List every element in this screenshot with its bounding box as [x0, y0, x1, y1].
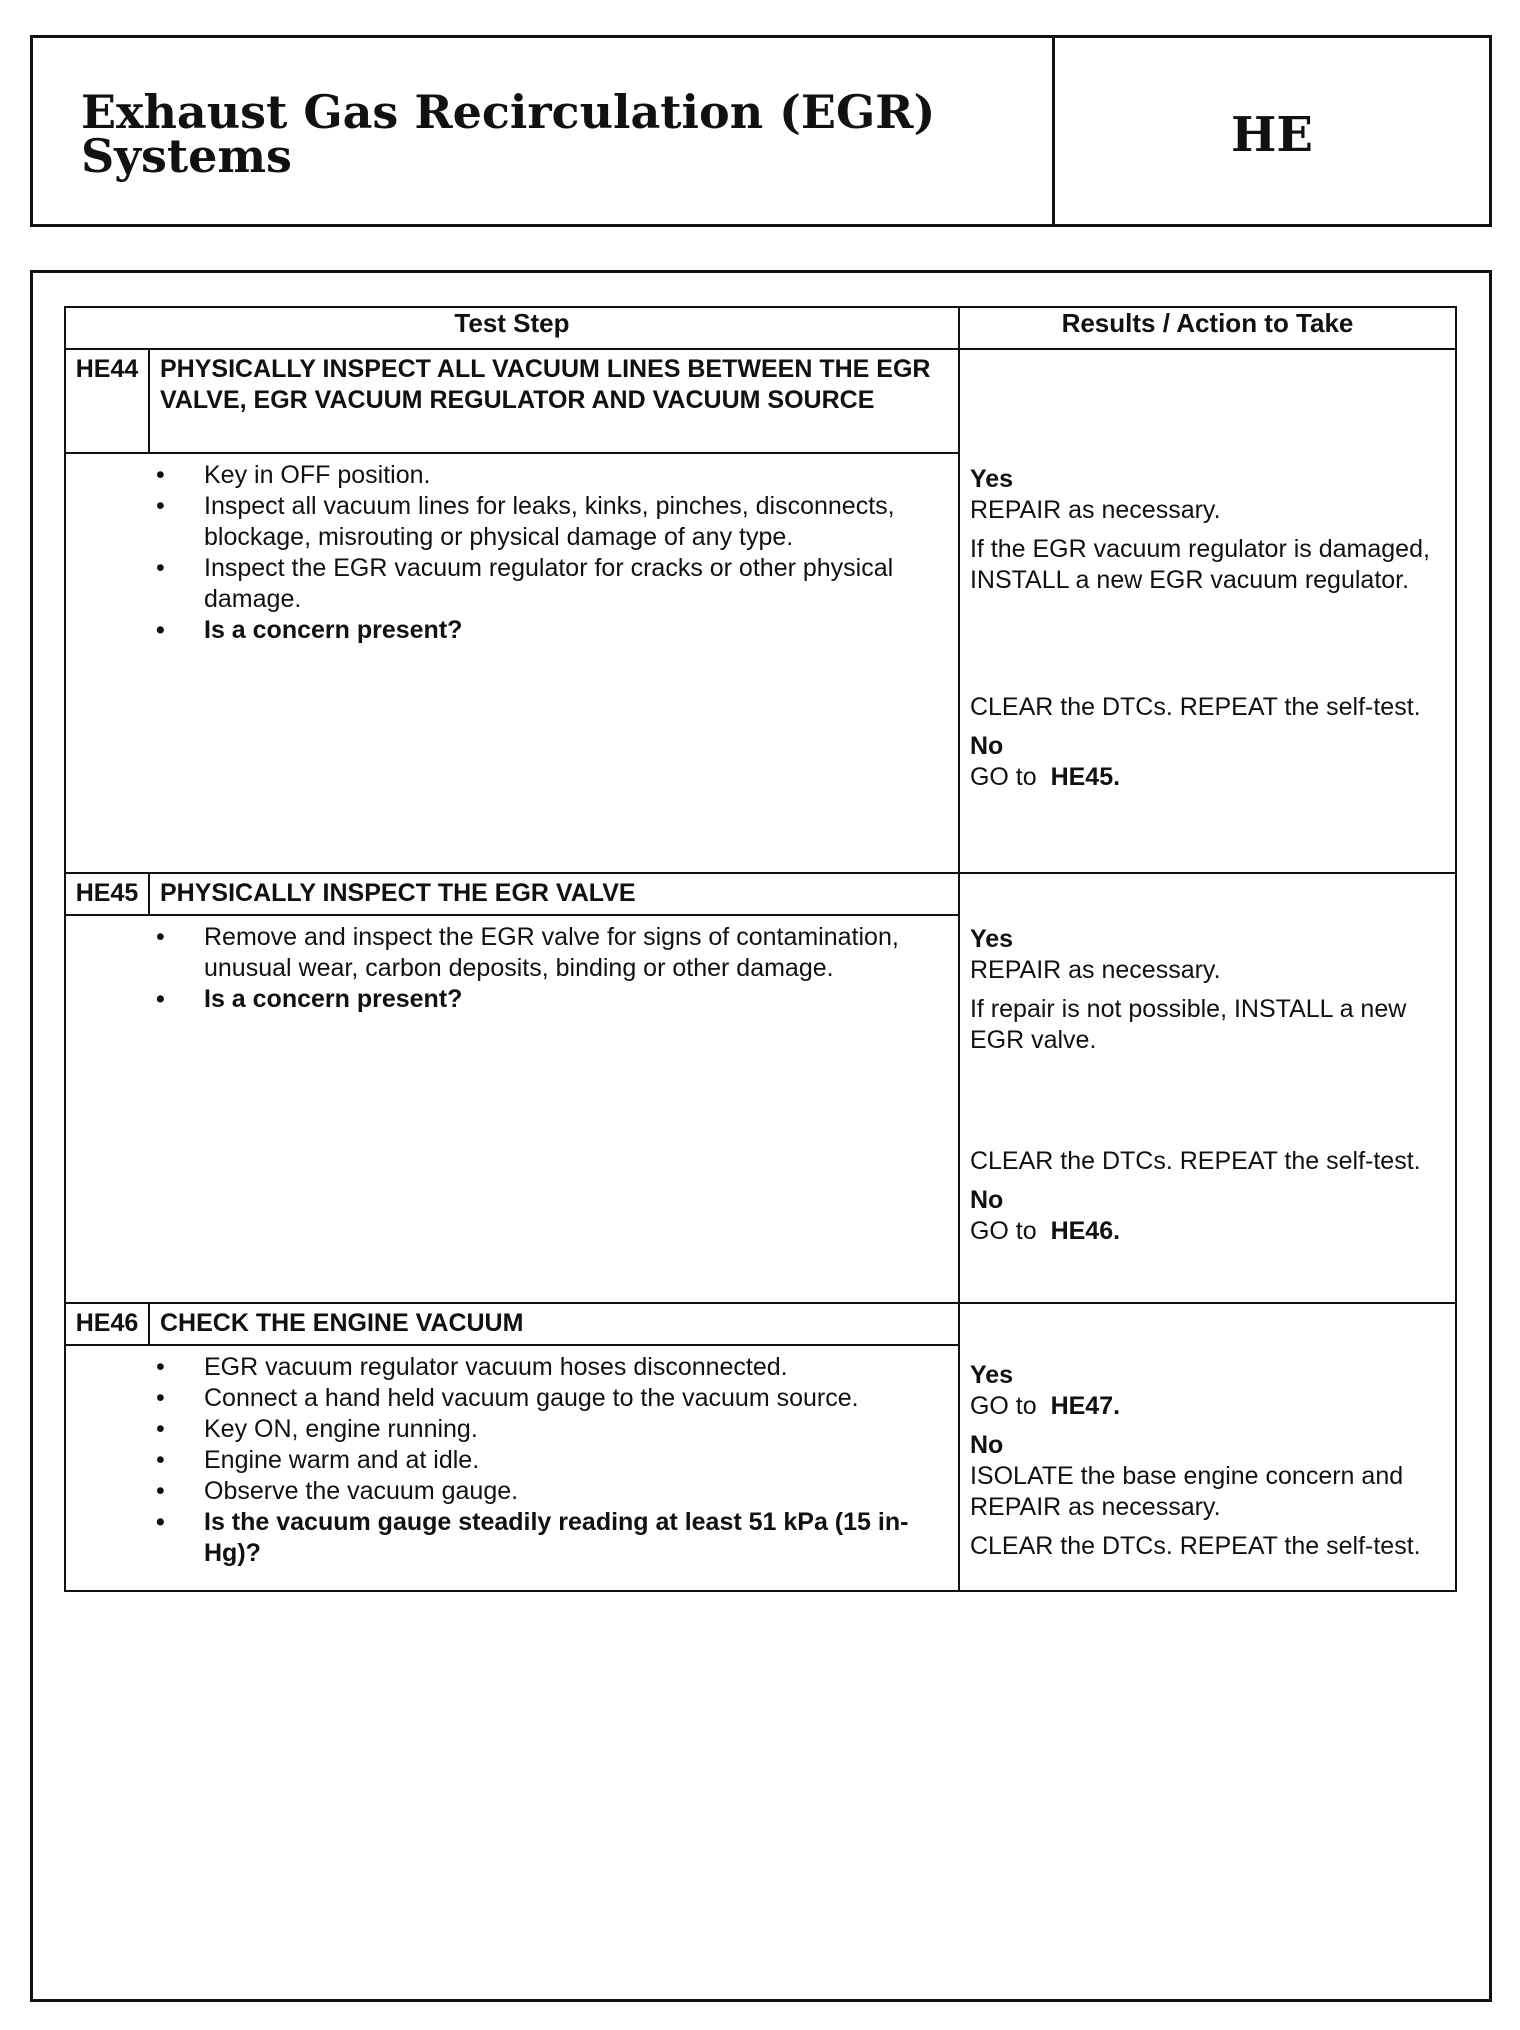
- result-no-label: No: [969, 1186, 1004, 1214]
- result-yes-note: If repair is not possible, INSTALL a new EGR valve.: [969, 995, 1407, 1054]
- table-header-row: [65, 307, 1456, 349]
- list-item: • Key ON, engine running.: [156, 1414, 948, 1445]
- list-item: • Inspect all vacuum lines for leaks, kinks, pinches, disconnects, blockage, misrouting or physical damage of any type.: [156, 491, 948, 553]
- step-id: HE45: [65, 873, 149, 915]
- go-to-text: GO to: [969, 1217, 1037, 1245]
- result-clear-text: CLEAR the DTCs. REPEAT the self-test.: [969, 1147, 1421, 1175]
- list-item: • Inspect the EGR vacuum regulator for cracks or other physical damage.: [156, 553, 948, 615]
- page-title: [33, 38, 1055, 224]
- result-yes-text: REPAIR as necessary.: [969, 956, 1221, 984]
- go-to-target-link[interactable]: HE46.: [1050, 1217, 1121, 1245]
- step-result: [959, 873, 1456, 1303]
- step-title-row: [65, 873, 1456, 915]
- step-bullet-list: [156, 922, 948, 1015]
- result-yes-label: Yes: [969, 925, 1014, 953]
- list-item: • EGR vacuum regulator vacuum hoses disconnected.: [156, 1352, 948, 1383]
- go-to-target-link[interactable]: HE47.: [1050, 1392, 1121, 1420]
- step-id: HE46: [65, 1303, 149, 1345]
- page-title-line2: Systems: [81, 129, 292, 183]
- result-no-text: ISOLATE the base engine concern and REPAIR as necessary.: [969, 1462, 1404, 1521]
- step-title: PHYSICALLY INSPECT ALL VACUUM LINES BETWEEN THE EGR VALVE, EGR VACUUM REGULATOR AND VACUUM SOURCE: [149, 349, 959, 453]
- step-title: PHYSICALLY INSPECT THE EGR VALVE: [149, 873, 959, 915]
- step-title: CHECK THE ENGINE VACUUM: [149, 1303, 959, 1345]
- step-question: • Is the vacuum gauge steadily reading at least 51 kPa (15 in-Hg)?: [156, 1507, 948, 1569]
- go-to-text: GO to: [969, 763, 1037, 791]
- step-id: HE44: [65, 349, 149, 453]
- result-yes-go: [970, 1391, 1445, 1422]
- result-yes-text: REPAIR as necessary.: [969, 496, 1221, 524]
- list-item: • Key in OFF position.: [156, 460, 948, 491]
- list-item: • Connect a hand held vacuum gauge to the vacuum source.: [156, 1383, 948, 1414]
- list-item: • Observe the vacuum gauge.: [156, 1476, 948, 1507]
- step-question: • Is a concern present?: [156, 615, 948, 646]
- page-title-line1: Exhaust Gas Recirculation (EGR): [81, 85, 936, 139]
- list-item: • Engine warm and at idle.: [156, 1445, 948, 1476]
- step-result: [959, 349, 1456, 873]
- column-header-results: Results / Action to Take: [959, 307, 1456, 349]
- step-title-row: [65, 349, 1456, 453]
- result-clear-text: CLEAR the DTCs. REPEAT the self-test.: [969, 693, 1421, 721]
- step-body: [65, 453, 959, 873]
- result-yes-note: If the EGR vacuum regulator is damaged, INSTALL a new EGR vacuum regulator.: [969, 535, 1430, 594]
- step-bullet-list: [156, 460, 948, 646]
- step-body: [65, 915, 959, 1303]
- step-title-row: [65, 1303, 1456, 1345]
- column-header-test-step: Test Step: [65, 307, 959, 349]
- result-no-label: No: [969, 1431, 1004, 1459]
- result-yes-label: Yes: [969, 1361, 1014, 1389]
- section-code: HE: [1231, 107, 1313, 163]
- result-no-label: No: [969, 732, 1004, 760]
- result-no-go: [970, 1216, 1445, 1247]
- go-to-target-link[interactable]: HE45.: [1050, 763, 1121, 791]
- page-header: [30, 35, 1492, 227]
- go-to-text: GO to: [969, 1392, 1037, 1420]
- step-body: [65, 1345, 959, 1591]
- test-step-table: [64, 306, 1457, 1592]
- result-clear-text: CLEAR the DTCs. REPEAT the self-test.: [969, 1532, 1421, 1560]
- result-yes-label: Yes: [969, 465, 1014, 493]
- step-question: • Is a concern present?: [156, 984, 948, 1015]
- result-no-go: [970, 762, 1445, 793]
- step-result: [959, 1303, 1456, 1591]
- step-bullet-list: [156, 1352, 948, 1569]
- list-item: • Remove and inspect the EGR valve for signs of contamination, unusual wear, carbon deposits, binding or other damage.: [156, 922, 948, 984]
